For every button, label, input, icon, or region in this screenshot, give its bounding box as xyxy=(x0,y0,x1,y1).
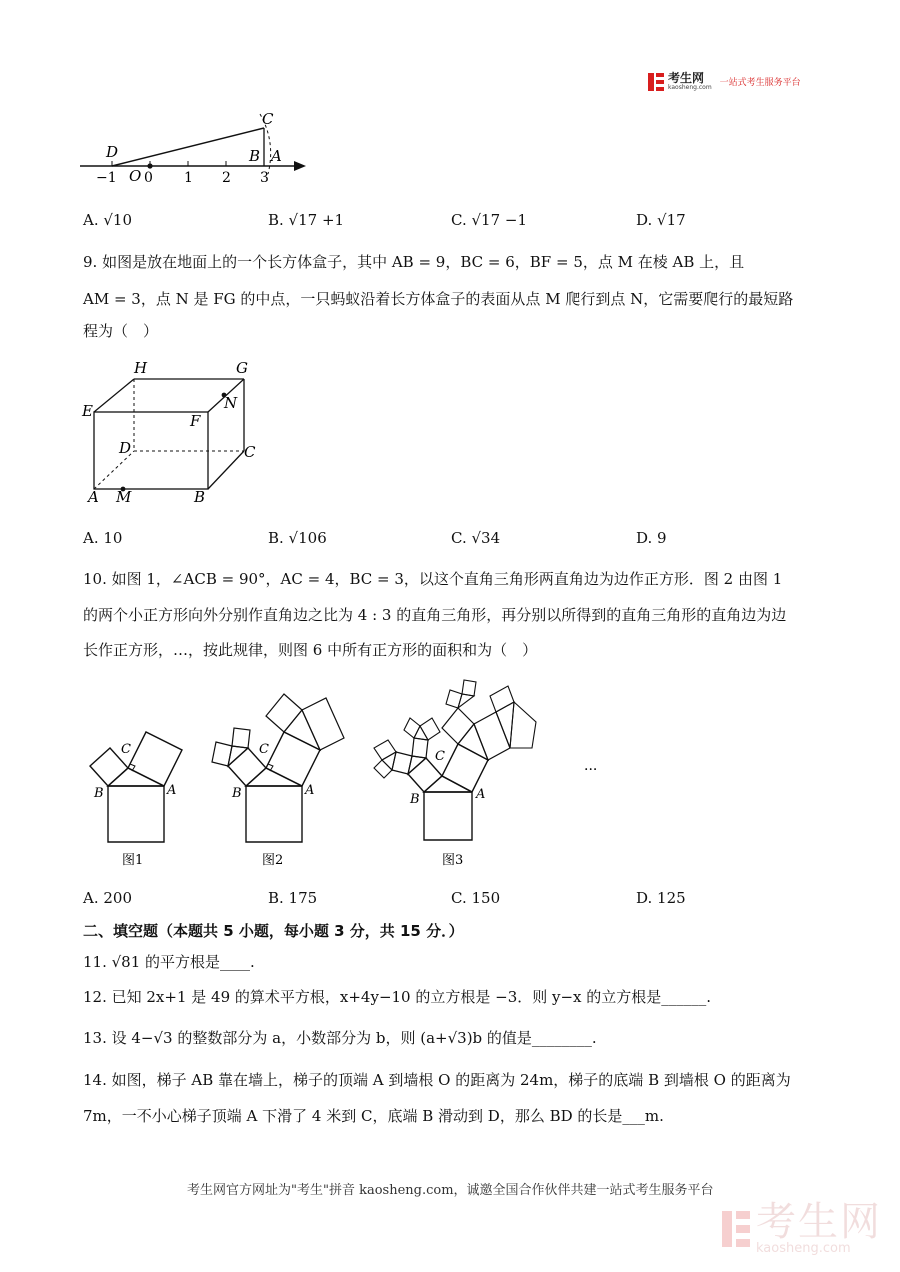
q8-option-d[interactable]: D. √17 xyxy=(636,211,686,229)
q10-fig1-label-C: C xyxy=(121,742,131,757)
q9-label-G: G xyxy=(236,359,248,377)
q9-option-d[interactable]: D. 9 xyxy=(636,529,667,547)
q9-label-A: A xyxy=(88,488,99,506)
q9-text-line3: 程为（ ） xyxy=(83,322,159,340)
watermark-domain: kaosheng.com xyxy=(756,1241,851,1256)
q14-text-line2: 7m，一不小心梯子顶端 A 下滑了 4 米到 C，底端 B 滑动到 D，那么 BD 的长是___m. xyxy=(83,1107,664,1125)
q9-text-line2: AM = 3，点 N 是 FG 的中点，一只蚂蚁沿着长方体盒子的表面从点 M 爬行到点 N，它需要爬行的最短路 xyxy=(83,290,794,308)
q8-option-a[interactable]: A. √10 xyxy=(83,211,133,229)
q10-fig2-label-B: B xyxy=(232,786,242,801)
q8-option-c[interactable]: C. √17 −1 xyxy=(451,211,528,229)
logo-domain: kaosheng.com xyxy=(668,84,712,91)
q9-option-b[interactable]: B. √106 xyxy=(268,529,327,547)
q10-text-line3: 长作正方形，…，按此规律，则图 6 中所有正方形的面积和为（ ） xyxy=(83,641,538,659)
q8-label-B: B xyxy=(249,147,261,165)
q10-figure-2 xyxy=(212,694,344,868)
q9-label-C: C xyxy=(244,443,256,461)
q10-option-c[interactable]: C. 150 xyxy=(451,889,501,907)
q10-fig3-label-B: B xyxy=(410,792,420,807)
q10-option-b[interactable]: B. 175 xyxy=(268,889,318,907)
watermark-logo-icon xyxy=(722,1211,750,1247)
q10-option-d[interactable]: D. 125 xyxy=(636,889,686,907)
q10-figure-1-caption: 图1 xyxy=(122,853,144,868)
q12-text: 12. 已知 2x+1 是 49 的算术平方根，x+4y−10 的立方根是 −3．则 y−x 的立方根是______. xyxy=(83,988,712,1006)
q10-figure-1 xyxy=(90,732,182,868)
q9-cuboid-figure xyxy=(80,356,270,506)
q8-label-O: O xyxy=(129,167,142,185)
q10-text-line2: 的两个小正方形向外分别作直角边之比为 4 : 3 的直角三角形，再分别以所得到的直角三角形的直角边为边 xyxy=(83,606,787,624)
footer-text: 考生网官方网址为"考生"拼音 kaosheng.com，诚邀全国合作伙伴共建一站式考生服务平台 xyxy=(187,1183,714,1198)
q8-tick-0: 0 xyxy=(144,170,153,186)
q14-text-line1: 14. 如图，梯子 AB 靠在墙上，梯子的顶端 A 到墙根 O 的距离为 24m，梯子的底端 B 到墙根 O 的距离为 xyxy=(83,1071,791,1089)
q10-fig2-label-A: A xyxy=(305,783,315,798)
watermark xyxy=(722,1199,882,1256)
header-logo xyxy=(648,72,801,91)
watermark-name: 考生网 xyxy=(756,1199,882,1245)
q8-tick-minus1: −1 xyxy=(96,170,117,186)
q9-label-F: F xyxy=(190,412,201,430)
q9-label-H: H xyxy=(134,359,148,377)
q10-fig2-label-C: C xyxy=(259,742,269,757)
q8-number-line-figure xyxy=(78,108,318,190)
q10-ellipsis: ··· xyxy=(584,762,598,778)
q10-figure-3 xyxy=(374,680,536,868)
q9-option-a[interactable]: A. 10 xyxy=(83,529,123,547)
section-2-title: 二、填空题（本题共 5 小题，每小题 3 分，共 15 分．） xyxy=(83,922,464,940)
q8-option-b[interactable]: B. √17 +1 xyxy=(268,211,345,229)
q8-tick-3: 3 xyxy=(260,170,269,186)
q9-label-N: N xyxy=(224,394,238,412)
q10-figure-2-caption: 图2 xyxy=(262,853,284,868)
q13-text: 13. 设 4−√3 的整数部分为 a，小数部分为 b，则 (a+√3)b 的值是________. xyxy=(83,1029,597,1047)
q10-pythagoras-tree-figures xyxy=(70,672,670,872)
logo-name: 考生网 xyxy=(668,71,705,85)
q10-fig1-label-B: B xyxy=(94,786,104,801)
q10-figure-3-caption: 图3 xyxy=(442,853,464,868)
q10-fig3-label-A: A xyxy=(476,787,486,802)
q9-label-E: E xyxy=(82,402,93,420)
q9-label-D: D xyxy=(119,439,132,457)
q9-label-B: B xyxy=(194,488,206,506)
q8-label-D: D xyxy=(106,143,119,161)
q10-option-a[interactable]: A. 200 xyxy=(83,889,132,907)
q10-fig1-label-A: A xyxy=(167,783,177,798)
q9-label-M: M xyxy=(116,488,132,506)
q11-text: 11. √81 的平方根是____. xyxy=(83,953,255,971)
q8-label-A: A xyxy=(271,147,282,165)
q8-label-C: C xyxy=(262,110,274,128)
q9-option-c[interactable]: C. √34 xyxy=(451,529,501,547)
q9-text-line1: 9. 如图是放在地面上的一个长方体盒子，其中 AB = 9，BC = 6，BF = 5，点 M 在棱 AB 上，且 xyxy=(83,253,745,271)
q8-tick-2: 2 xyxy=(222,170,231,186)
q8-tick-1: 1 xyxy=(184,170,193,186)
logo-slogan: 一站式考生服务平台 xyxy=(719,78,801,88)
q10-text-line1: 10. 如图 1，∠ACB = 90°，AC = 4，BC = 3，以这个直角三角形两直角边为边作正方形．图 2 由图 1 xyxy=(83,570,783,588)
q10-fig3-label-C: C xyxy=(435,749,445,764)
kaosheng-logo-icon xyxy=(648,73,664,91)
